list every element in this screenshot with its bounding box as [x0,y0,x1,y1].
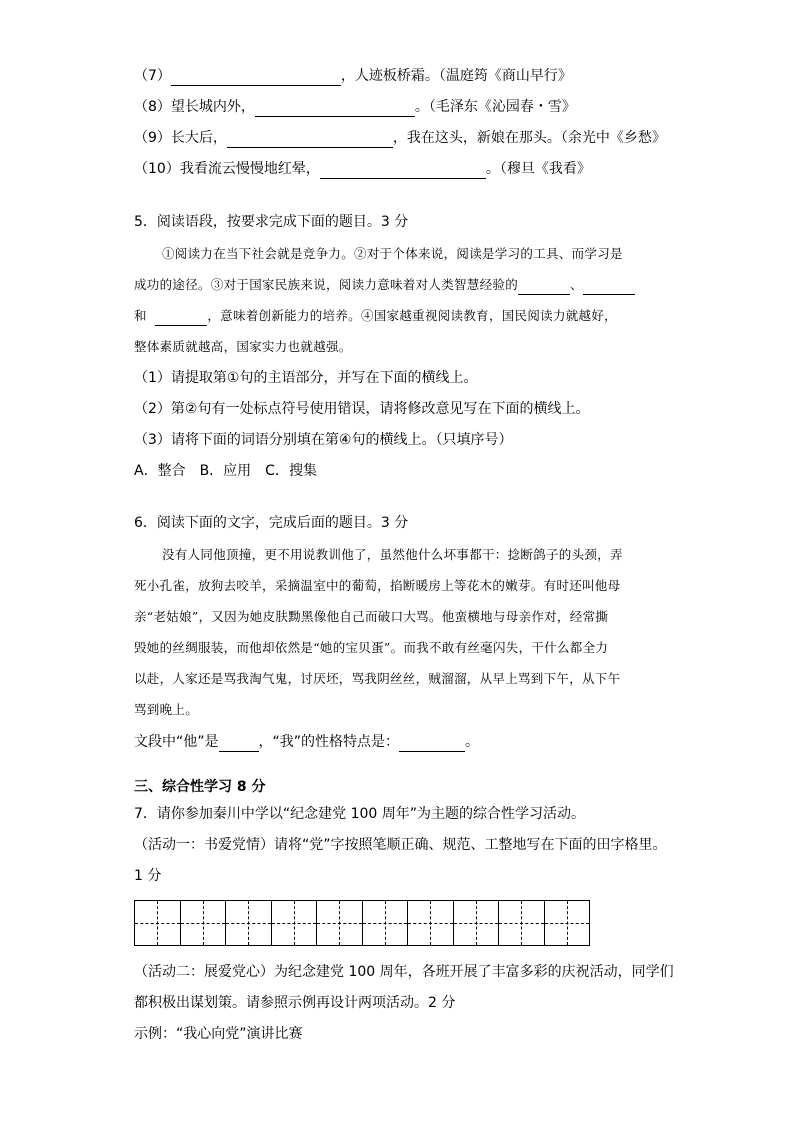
grid-cell[interactable] [544,900,591,946]
item-number: （10） [134,161,180,177]
section-heading: 三、综合性学习 8 分 [134,779,266,795]
passage-text: 、 [570,277,583,292]
grid-cell[interactable] [180,900,226,946]
q5-passage-line: ①阅读力在当下社会就是竞争力。②对于个体来说，阅读是学习的工具、而学习是 [162,246,623,261]
q4-item-8 [134,97,576,117]
q6-passage-line: 没有人同他顶撞，更不用说教训他了，虽然他什么坏事都干：捻断鸽子的头颈，弄 [162,547,623,562]
item-number: （9） [134,130,171,146]
q6-passage-line: 骂到晚上。 [134,702,199,717]
grid-cell[interactable] [362,900,408,946]
answer-blank[interactable] [155,309,207,326]
answer-blank[interactable] [399,735,465,752]
q7-activity-2-line: 都积极出谋划策。请参照示例再设计两项活动。2 分 [134,995,456,1011]
answer-blank[interactable] [583,278,635,295]
item-number: （7） [134,68,171,84]
grid-cell[interactable] [407,900,453,946]
item-number: （8） [134,99,171,115]
q7-activity-1: （活动一：书爱党情）请将“党”字按照笔顺正确、规范、工整地写在下面的田字格里。 [134,837,667,853]
item-text: 。（毛泽东《沁园春・雪》 [414,99,576,115]
tianzige-grid[interactable] [134,900,590,946]
item-text: 。（穆旦《我看》 [485,161,591,177]
item-text: 望长城内外， [170,99,255,115]
grid-cell[interactable] [498,900,544,946]
passage-text: 和 [134,308,147,323]
item-text: ，人迹板桥霜。（温庭筠《商山早行》 [340,68,572,84]
q5-options: A．整合 B．应用 C．搜集 [134,463,317,479]
q5-sub-question-2: （2）第②句有一处标点符号使用错误，请将修改意见写在下面的横线上。 [134,401,590,417]
q7-activity-1-score: 1 分 [134,868,162,884]
passage-text: 成功的途径。③对于国家民族来说，阅读力意味着对人类智慧经验的 [134,277,519,292]
grid-cell[interactable] [225,900,271,946]
q4-item-10 [134,159,591,179]
q6-title: 6．阅读下面的文字，完成后面的题目。3 分 [134,515,409,531]
grid-cell[interactable] [271,900,317,946]
grid-cell[interactable] [134,900,180,946]
q5-sub-question-3: （3）请将下面的词语分别填在第④句的横线上。（只填序号） [134,432,513,448]
q5-title: 5．阅读语段，按要求完成下面的题目。3 分 [134,214,409,230]
q7-title: 7．请你参加秦川中学以“纪念建党 100 周年”为主题的综合性学习活动。 [134,806,586,822]
passage-text: ，意味着创新能力的培养。④国家越重视阅读教育，国民阅读力就越好， [207,308,617,323]
grid-cell[interactable] [453,900,499,946]
q7-example: 示例：“我心向党”演讲比赛 [134,1026,303,1042]
question-text: 文段中“他”是 [134,734,219,750]
answer-blank[interactable] [518,278,570,295]
item-text: 长大后， [170,130,227,146]
item-text: 我看流云慢慢地红晕， [179,161,320,177]
grid-cell[interactable] [316,900,362,946]
answer-blank[interactable] [171,69,341,86]
q6-passage-line: 以赴，人家还是骂我淘气鬼，讨厌坯，骂我阴丝丝，贼溜溜，从早上骂到下午，从下午 [134,671,621,686]
q6-question [134,732,479,752]
answer-blank[interactable] [255,100,415,117]
q5-sub-question-1: （1）请提取第①句的主语部分，并写在下面的横线上。 [134,370,478,386]
q7-activity-2-line: （活动二：展爱党心）为纪念建党 100 周年，各班开展了丰富多彩的庆祝活动，同学们 [134,964,674,980]
q5-passage-line: 整体素质就越高，国家实力也就越强。 [134,339,352,354]
q6-passage-line: 亲“老姑娘”，又因为她皮肤黝黑像他自己而破口大骂。他蛮横地与母亲作对，经常撕 [134,609,609,624]
answer-blank[interactable] [227,131,393,148]
question-text: 。 [465,734,480,750]
q5-passage-line [134,306,617,326]
q4-item-9 [134,128,666,148]
question-text: ，“我”的性格特点是： [258,734,400,750]
q5-passage-line [134,275,635,295]
item-text: ，我在这头，新娘在那头。（余光中《乡愁》 [392,130,666,146]
answer-blank[interactable] [320,162,486,179]
answer-blank[interactable] [219,735,259,752]
q6-passage-line: 毁她的丝绸服装，而他却依然是“她的宝贝蛋”。而我不敢有丝毫闪失，干什么都全力 [134,640,609,655]
q4-item-7 [134,66,572,86]
q6-passage-line: 死小孔雀，放狗去咬羊，采摘温室中的葡萄，掐断暖房上等花木的嫩芽。有时还叫他母 [134,578,621,593]
